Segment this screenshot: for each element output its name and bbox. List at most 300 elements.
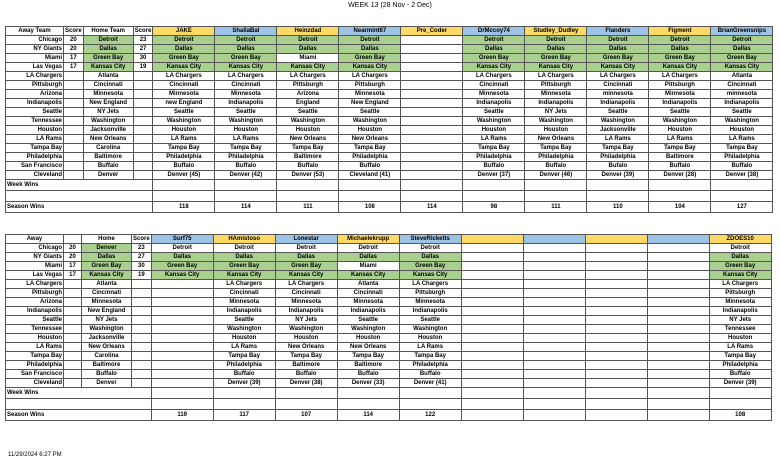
pick-cell [647, 316, 709, 325]
week-wins-row [6, 180, 773, 191]
game-row [6, 280, 772, 289]
pick-cell [151, 370, 213, 379]
pick-cell: Tampa Bay [277, 144, 339, 153]
pick-cell: Kansas City [399, 271, 461, 280]
pick-cell [523, 244, 585, 253]
away-score [64, 352, 82, 361]
away-team: Arizona [6, 298, 64, 307]
pick-cell [401, 90, 463, 99]
pick-cell: Green Bay [525, 54, 587, 63]
away-score: 20 [64, 36, 84, 45]
game-row [6, 253, 772, 262]
pick-cell: Arizona [277, 90, 339, 99]
pick-cell: Green Bay [153, 54, 215, 63]
pick-cell: Seattle [339, 108, 401, 117]
home-score [132, 289, 152, 298]
pick-cell [647, 370, 709, 379]
pick-cell [461, 298, 523, 307]
home-team: New Orleans [83, 135, 133, 144]
pick-cell: Detroit [399, 244, 461, 253]
away-score: 20 [64, 253, 82, 262]
pick-cell: Dallas [337, 253, 399, 262]
game-row [6, 90, 773, 99]
pick-cell: Washington [277, 117, 339, 126]
spacer-cell [399, 399, 461, 410]
game-row [6, 135, 773, 144]
header-row [6, 235, 772, 244]
pick-cell: Washington [337, 325, 399, 334]
pick-cell: LA Chargers [275, 280, 337, 289]
away-score: 20 [64, 244, 82, 253]
player-name: Surf75 [151, 235, 213, 244]
pick-cell [647, 244, 709, 253]
pick-cell: Cincinnati [463, 81, 525, 90]
pick-cell: Houston [275, 334, 337, 343]
pick-cell: Baltimore [337, 361, 399, 370]
game-row [6, 316, 772, 325]
away-team: LA Rams [6, 135, 64, 144]
away-score [64, 81, 84, 90]
player-name: Heinzdad [277, 27, 339, 36]
pick-cell: Dallas [649, 45, 711, 54]
player-name: ShallaBal [215, 27, 277, 36]
pick-cell: Tampa Bay [463, 144, 525, 153]
pick-cell: Green Bay [339, 54, 401, 63]
pick-cell: Cincinnati [153, 81, 215, 90]
pick-cell: LA Rams [215, 135, 277, 144]
player-name [461, 235, 523, 244]
home-score [132, 298, 152, 307]
week-wins-cell [151, 388, 213, 399]
pick-cell: Green Bay [275, 262, 337, 271]
home-team: Kansas City [82, 271, 132, 280]
pick-cell [401, 171, 463, 180]
game-row [6, 325, 772, 334]
pick-cell: Seattle [337, 316, 399, 325]
season-wins-value: 108 [709, 410, 771, 421]
away-team: Philadelphia [6, 153, 64, 162]
pick-cell: Philadelphia [213, 361, 275, 370]
pick-cell [461, 379, 523, 388]
game-row [6, 81, 773, 90]
pick-cell: LA Chargers [215, 72, 277, 81]
game-row [6, 153, 773, 162]
pick-cell [151, 289, 213, 298]
away-team: Arizona [6, 90, 64, 99]
home-score [133, 90, 153, 99]
pick-cell: Pittsburgh [709, 289, 771, 298]
week-wins-cell [587, 180, 649, 191]
pick-cell: Minnesota [215, 90, 277, 99]
home-score [133, 171, 153, 180]
pick-cell: Seattle [215, 108, 277, 117]
pick-cell [523, 379, 585, 388]
season-wins-value: 118 [153, 202, 215, 213]
pick-cell: Kansas City [151, 271, 213, 280]
pick-cell: Minnesota [463, 90, 525, 99]
pick-cell [585, 298, 647, 307]
home-team: Buffalo [83, 162, 133, 171]
spacer-cell [711, 191, 773, 202]
pick-cell: Tampa Bay [525, 144, 587, 153]
pick-cell: Buffalo [711, 162, 773, 171]
pick-cell: LA Chargers [277, 72, 339, 81]
pick-cell [461, 262, 523, 271]
away-team: Philadelphia [6, 361, 64, 370]
pick-cell: Washington [215, 117, 277, 126]
home-score [132, 370, 152, 379]
player-name: JAKE [153, 27, 215, 36]
game-row [6, 370, 772, 379]
away-score [64, 280, 82, 289]
pick-cell: Buffalo [277, 162, 339, 171]
pick-cell [585, 316, 647, 325]
pick-cell: Kansas City [275, 271, 337, 280]
home-team: Carolina [82, 352, 132, 361]
pick-cell: Detroit [153, 36, 215, 45]
pick-cell: New Orleans [339, 135, 401, 144]
pick-cell: Minnesota [337, 298, 399, 307]
home-score: 27 [133, 45, 153, 54]
home-score: 23 [132, 244, 152, 253]
pick-cell: New Orleans [275, 343, 337, 352]
pick-cell: Philadelphia [215, 153, 277, 162]
home-score [132, 280, 152, 289]
pick-cell: Philadelphia [587, 153, 649, 162]
pick-cell: Tampa Bay [709, 352, 771, 361]
pick-cell: Tampa Bay [213, 352, 275, 361]
game-row [6, 144, 773, 153]
week-wins-cell [153, 180, 215, 191]
pick-cell: Detroit [711, 36, 773, 45]
pick-cell: LA Chargers [339, 72, 401, 81]
pick-cell: NY Jets [525, 108, 587, 117]
pick-cell: Seattle [277, 108, 339, 117]
spacer-cell [339, 191, 401, 202]
pick-cell [461, 352, 523, 361]
pick-cell [647, 379, 709, 388]
pick-cell: Seattle [587, 108, 649, 117]
pick-cell: Washington [339, 117, 401, 126]
spacer-cell [585, 399, 647, 410]
pick-cell: Dallas [587, 45, 649, 54]
pick-cell: LA Rams [649, 135, 711, 144]
week-wins-cell [523, 388, 585, 399]
week-wins-cell [215, 180, 277, 191]
spacer-cell [153, 191, 215, 202]
pick-cell [151, 352, 213, 361]
home-score: 19 [132, 271, 152, 280]
pick-cell: New Orleans [525, 135, 587, 144]
pick-cell [523, 307, 585, 316]
pick-cell [151, 379, 213, 388]
home-team: Minnesota [82, 298, 132, 307]
home-score [133, 135, 153, 144]
pick-cell: Denver (33) [337, 379, 399, 388]
game-row [6, 334, 772, 343]
home-header: Home Team [83, 27, 133, 36]
pick-cell: Dallas [275, 253, 337, 262]
pick-cell: Baltimore [649, 153, 711, 162]
pick-cell [401, 45, 463, 54]
game-row [6, 99, 773, 108]
pick-cell [401, 72, 463, 81]
pick-cell: Indianapolis [337, 307, 399, 316]
pick-cell [401, 108, 463, 117]
away-team: San Francisco [6, 370, 64, 379]
pick-cell: Dallas [151, 253, 213, 262]
home-header: Home [82, 235, 132, 244]
pick-cell: Denver (45) [153, 171, 215, 180]
pick-cell: LA Rams [587, 135, 649, 144]
home-team: Cincinnati [83, 81, 133, 90]
away-score [64, 379, 82, 388]
pick-cell: Seattle [711, 108, 773, 117]
picks-table-1 [5, 26, 773, 213]
pick-cell: Green Bay [649, 54, 711, 63]
pick-cell: Kansas City [709, 271, 771, 280]
pick-cell: Indianapolis [709, 307, 771, 316]
pick-cell: New England [339, 99, 401, 108]
pick-cell: Miami [337, 262, 399, 271]
pick-cell: LA Chargers [525, 72, 587, 81]
home-score-header: Score [133, 235, 150, 242]
pick-cell [585, 271, 647, 280]
pick-cell [585, 280, 647, 289]
pick-cell: Bufalo [587, 162, 649, 171]
week-wins-cell [401, 180, 463, 191]
pick-cell [647, 271, 709, 280]
season-wins-value: 117 [213, 410, 275, 421]
season-wins-value [585, 410, 647, 421]
pick-cell: LA Chargers [709, 280, 771, 289]
pick-cell: Baltimore [275, 361, 337, 370]
pick-cell [401, 162, 463, 171]
pick-cell [151, 298, 213, 307]
game-row [6, 352, 772, 361]
pick-cell: Green Bay [711, 54, 773, 63]
home-team: Jacksonville [83, 126, 133, 135]
away-header: Away Team [6, 27, 64, 36]
player-name: BrianGreensnips [711, 27, 773, 36]
pick-cell: Denver (39) [213, 379, 275, 388]
pick-cell [647, 334, 709, 343]
pick-cell: Washington [463, 117, 525, 126]
pick-cell: Kansas City [277, 63, 339, 72]
pick-cell [585, 334, 647, 343]
pick-cell: Buffalo [709, 370, 771, 379]
week-wins-row [6, 388, 772, 399]
pick-cell: LA Chargers [213, 280, 275, 289]
home-team: NY Jets [83, 108, 133, 117]
spacer-cell [337, 399, 399, 410]
home-score [133, 162, 153, 171]
pick-cell [523, 298, 585, 307]
pick-cell: Kansas City [153, 63, 215, 72]
pick-cell: Dallas [215, 45, 277, 54]
pick-cell: Houston [339, 126, 401, 135]
pick-cell: Houston [463, 126, 525, 135]
pick-cell: Cincinnati [587, 81, 649, 90]
away-team: LA Chargers [6, 280, 64, 289]
home-team: Denver [83, 171, 133, 180]
game-row [6, 343, 772, 352]
home-score: 30 [133, 54, 153, 63]
home-team: Green Bay [82, 262, 132, 271]
away-score [64, 72, 84, 81]
home-team: Minnesota [83, 90, 133, 99]
pick-cell: Dallas [277, 45, 339, 54]
pick-cell: Seattle [399, 316, 461, 325]
pick-cell: Denver (38) [275, 379, 337, 388]
pick-cell: England [277, 99, 339, 108]
pick-cell [585, 325, 647, 334]
pick-cell [401, 36, 463, 45]
game-row [6, 108, 773, 117]
week-wins-cell [711, 180, 773, 191]
game-row [6, 307, 772, 316]
week-wins-cell [709, 388, 771, 399]
pick-cell [401, 99, 463, 108]
home-score [133, 72, 153, 81]
pick-cell: Indianapolis [463, 99, 525, 108]
pick-cell [585, 253, 647, 262]
season-wins-value: 111 [277, 202, 339, 213]
season-wins-label: Season Wins [6, 410, 152, 421]
pick-cell: Washington [275, 325, 337, 334]
pick-cell: Indianapolis [213, 307, 275, 316]
game-row [6, 126, 773, 135]
pick-cell: LA Rams [463, 135, 525, 144]
pick-cell: Jacksonville [587, 126, 649, 135]
pick-cell: Buffalo [213, 370, 275, 379]
pick-cell: LA Chargers [463, 72, 525, 81]
season-wins-row [6, 410, 772, 421]
spacer-cell [587, 191, 649, 202]
pick-cell: Seattle [463, 108, 525, 117]
away-score [64, 334, 82, 343]
pick-cell [461, 244, 523, 253]
away-score [64, 343, 82, 352]
home-score: 23 [133, 36, 153, 45]
pick-cell [585, 262, 647, 271]
pick-cell: Denver (41) [399, 379, 461, 388]
week-wins-cell [585, 388, 647, 399]
away-score [64, 108, 84, 117]
pick-cell: Tampa Bay [337, 352, 399, 361]
pick-cell: New Orleans [337, 343, 399, 352]
spacer-cell [525, 191, 587, 202]
away-score-header: Score [65, 27, 82, 34]
home-score [132, 352, 152, 361]
pick-cell: new England [153, 99, 215, 108]
pick-cell [523, 289, 585, 298]
pick-cell [461, 280, 523, 289]
home-score [132, 307, 152, 316]
game-row [6, 171, 773, 180]
pick-cell [461, 370, 523, 379]
away-team: Miami [6, 262, 64, 271]
pick-cell: Houston [525, 126, 587, 135]
home-team: Washington [83, 117, 133, 126]
season-wins-row [6, 202, 773, 213]
home-score [132, 325, 152, 334]
spacer-row [6, 399, 772, 410]
page-title: WEEK 13 (28 Nov - 2 Dec) [348, 2, 432, 9]
pick-cell: Denver (42) [215, 171, 277, 180]
away-score [64, 135, 84, 144]
pick-cell [461, 325, 523, 334]
pick-cell [523, 334, 585, 343]
pick-cell [401, 153, 463, 162]
pick-cell: Washington [213, 325, 275, 334]
player-name [523, 235, 585, 244]
player-name [585, 235, 647, 244]
pick-cell: Kansas City [587, 63, 649, 72]
pick-cell: Minnesota [339, 90, 401, 99]
pick-cell: Green Bay [463, 54, 525, 63]
pick-cell: Kansas City [213, 271, 275, 280]
pick-cell: Detroit [213, 244, 275, 253]
away-team: Indianapolis [6, 99, 64, 108]
pick-cell: Houston [337, 334, 399, 343]
pick-cell: Pittsburgh [399, 289, 461, 298]
away-team: Tennessee [6, 117, 64, 126]
season-wins-value [647, 410, 709, 421]
pick-cell [585, 370, 647, 379]
player-name: HAmistoso [213, 235, 275, 244]
spacer-cell [277, 191, 339, 202]
home-team: Baltimore [83, 153, 133, 162]
pick-cell [461, 343, 523, 352]
pick-cell [647, 262, 709, 271]
away-score [64, 298, 82, 307]
away-score [64, 307, 82, 316]
home-team: Buffalo [82, 370, 132, 379]
pick-cell: Tennessee [709, 325, 771, 334]
season-wins-value: 98 [463, 202, 525, 213]
pick-cell: Green Bay [215, 54, 277, 63]
pick-cell: Detroit [275, 244, 337, 253]
game-row [6, 244, 772, 253]
game-row [6, 262, 772, 271]
game-row [6, 54, 773, 63]
pick-cell [523, 361, 585, 370]
pick-cell: New Orleans [277, 135, 339, 144]
player-name: Michaelekrupp [337, 235, 399, 244]
home-score [133, 117, 153, 126]
pick-cell: Baltimore [277, 153, 339, 162]
pick-cell [401, 54, 463, 63]
pick-cell: Indianapolis [587, 99, 649, 108]
away-score [64, 370, 82, 379]
pick-cell: Detroit [525, 36, 587, 45]
pick-cell: Buffalo [525, 162, 587, 171]
pick-cell: Seattle [153, 108, 215, 117]
pick-cell [647, 325, 709, 334]
pick-cell [151, 316, 213, 325]
pick-cell: Tampa Bay [649, 144, 711, 153]
away-team: Chicago [6, 244, 64, 253]
pick-cell: Philadelphia [399, 361, 461, 370]
pick-cell: Detroit [337, 244, 399, 253]
pick-cell: Indianapolis [649, 99, 711, 108]
pick-cell [585, 379, 647, 388]
home-team: Cincinnati [82, 289, 132, 298]
away-score [64, 171, 84, 180]
home-score [133, 144, 153, 153]
pick-cell: Minnesota [275, 298, 337, 307]
